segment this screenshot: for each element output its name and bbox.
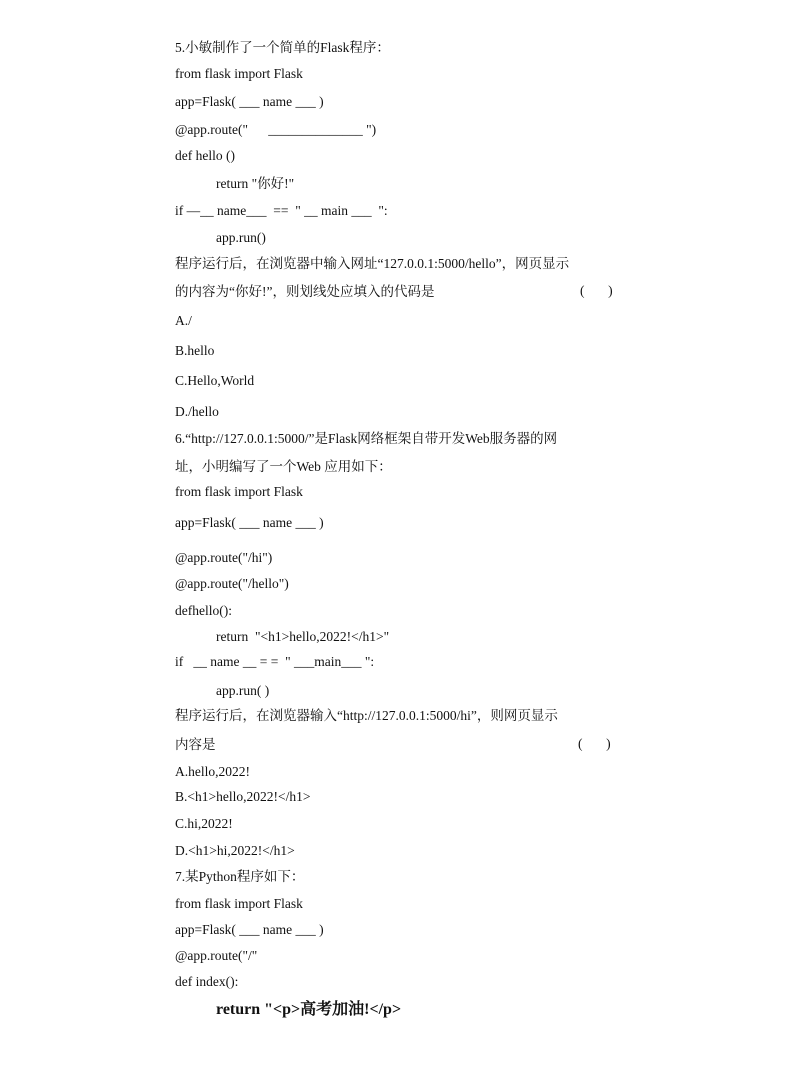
q7-code-line: return "<p>高考加油!</p>	[216, 1001, 402, 1018]
q5-stem: 的内容为“你好!”，则划线处应填入的代码是	[175, 284, 435, 299]
q7-code-line: def index():	[175, 974, 239, 989]
q6-option-b: B.<h1>hello,2022!</h1>	[175, 789, 311, 804]
q5-code-line: if —__ name___ == " __ main ___ ":	[175, 203, 388, 218]
q5-stem: 程序运行后，在浏览器中输入网址“127.0.0.1:5000/hello”，网页显示	[175, 256, 570, 271]
q7-code-line: app=Flask( ___ name ___ )	[175, 922, 324, 937]
q6-option-d: D.<h1>hi,2022!</h1>	[175, 843, 295, 858]
q6-stem: 内容是	[175, 737, 216, 752]
q7-title: 7.某Python程序如下：	[175, 869, 305, 884]
q6-code-line: @app.route("/hi")	[175, 550, 273, 565]
q6-answer-paren: ( )	[578, 736, 611, 751]
q5-code-line: app.run()	[216, 230, 266, 245]
q6-code-line: from flask import Flask	[175, 484, 303, 499]
q5-code-line: app=Flask( ___ name ___ )	[175, 94, 324, 109]
q6-code-line: return "<h1>hello,2022!</h1>"	[216, 629, 390, 644]
q5-title: 5.小敏制作了一个简单的Flask程序：	[175, 40, 390, 55]
q7-code-line: @app.route("/"	[175, 948, 258, 963]
q6-code-line: app.run( )	[216, 683, 270, 698]
q5-code-line: return "你好!"	[216, 176, 295, 191]
q6-code-line: @app.route("/hello")	[175, 576, 289, 591]
q5-option-d: D./hello	[175, 404, 219, 419]
q6-title: 6.“http://127.0.0.1:5000/”是Flask网络框架自带开发Web服务器的网	[175, 431, 558, 446]
q6-option-a: A.hello,2022!	[175, 764, 250, 779]
q5-code-line: from flask import Flask	[175, 66, 303, 81]
q5-answer-paren: ( )	[580, 283, 613, 298]
q5-code-line: @app.route(" ______________ ")	[175, 122, 377, 137]
q5-option-b: B.hello	[175, 343, 215, 358]
q6-title: 址，小明编写了一个Web 应用如下：	[175, 459, 392, 474]
q5-option-a: A./	[175, 313, 192, 328]
q5-code-line: def hello ()	[175, 148, 235, 163]
q6-code-line: app=Flask( ___ name ___ )	[175, 515, 324, 530]
q6-stem: 程序运行后，在浏览器输入“http://127.0.0.1:5000/hi”，则网页显示	[175, 708, 558, 723]
q7-code-line: from flask import Flask	[175, 896, 303, 911]
q6-code-line: if __ name __ = = " ___main___ ":	[175, 654, 375, 669]
q6-code-line: defhello():	[175, 603, 232, 618]
q5-option-c: C.Hello,World	[175, 373, 255, 388]
q6-option-c: C.hi,2022!	[175, 816, 233, 831]
